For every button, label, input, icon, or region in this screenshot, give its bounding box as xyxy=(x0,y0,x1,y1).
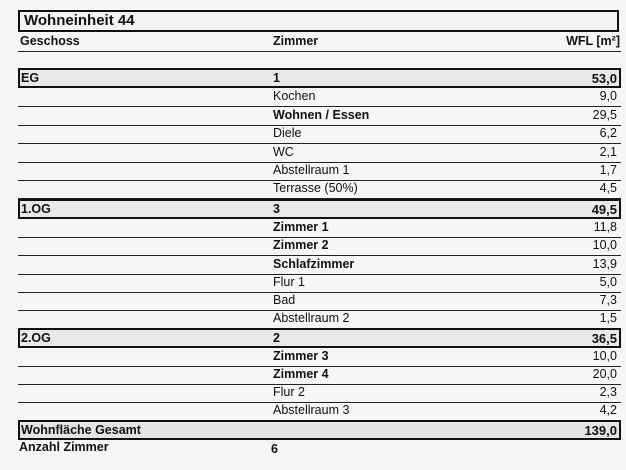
room-name: Abstellraum 1 xyxy=(273,163,350,177)
section-2og xyxy=(18,328,621,348)
room-name: Abstellraum 2 xyxy=(273,311,350,325)
room-area: 29,5 xyxy=(592,108,617,122)
table-row xyxy=(18,162,621,181)
table-row xyxy=(18,348,621,367)
total-label: Wohnfläche Gesamt xyxy=(21,423,141,437)
room-area: 10,0 xyxy=(592,349,617,363)
room-area: 9,0 xyxy=(599,89,617,103)
room-area: 10,0 xyxy=(592,238,617,252)
table-row xyxy=(18,402,621,421)
table-row xyxy=(18,256,621,275)
room-area: 13,9 xyxy=(592,257,617,271)
room-count: 1 xyxy=(273,71,280,85)
room-name: Bad xyxy=(273,293,296,307)
table-row xyxy=(18,180,621,199)
floor-area: 36,5 xyxy=(591,331,617,346)
room-name: Abstellraum 3 xyxy=(273,403,350,417)
header-wfl: WFL [m²] xyxy=(566,34,620,48)
room-area: 6,2 xyxy=(599,126,617,140)
room-name: WC xyxy=(273,145,294,159)
room-name: Kochen xyxy=(273,89,316,103)
header-geschoss: Geschoss xyxy=(20,34,80,48)
room-name: Wohnen / Essen xyxy=(273,108,370,122)
room-area: 2,1 xyxy=(599,145,617,159)
room-area: 11,8 xyxy=(593,220,617,234)
table-row xyxy=(18,144,621,163)
room-name: Zimmer 1 xyxy=(273,220,329,234)
section-eg xyxy=(18,68,621,88)
room-name: Zimmer 3 xyxy=(273,349,329,363)
room-name: Zimmer 2 xyxy=(273,238,329,252)
total-row xyxy=(18,420,621,440)
table-row xyxy=(18,384,621,403)
header-zimmer: Zimmer xyxy=(273,34,319,48)
room-count: 3 xyxy=(273,202,280,216)
room-area: 4,2 xyxy=(599,403,617,417)
unit-title: Wohneinheit 44 xyxy=(18,10,619,32)
room-name: Flur 2 xyxy=(273,385,305,399)
room-area: 1,7 xyxy=(599,163,617,177)
table-row xyxy=(18,274,621,293)
total-area: 139,0 xyxy=(584,423,617,438)
room-count-value: 6 xyxy=(271,442,278,456)
floor-label: EG xyxy=(21,71,40,85)
room-count-label: Anzahl Zimmer xyxy=(19,440,109,454)
floor-area: 53,0 xyxy=(591,71,617,86)
room-name: Diele xyxy=(273,126,302,140)
table-row xyxy=(18,88,621,107)
table-row xyxy=(18,292,621,311)
room-count: 2 xyxy=(273,331,280,345)
room-name: Schlafzimmer xyxy=(273,257,355,271)
header-divider xyxy=(18,51,621,52)
floor-label: 2.OG xyxy=(21,331,51,345)
room-area: 5,0 xyxy=(599,275,617,289)
table-row xyxy=(18,107,621,126)
room-area: 2,3 xyxy=(599,385,617,399)
room-name: Zimmer 4 xyxy=(273,367,329,381)
room-area: 20,0 xyxy=(592,367,617,381)
room-name: Flur 1 xyxy=(273,275,305,289)
room-name: Terrasse (50%) xyxy=(273,181,358,195)
section-1og xyxy=(18,199,621,219)
table-row xyxy=(18,366,621,385)
table-row xyxy=(18,310,621,329)
table-row xyxy=(18,219,621,238)
floor-label: 1.OG xyxy=(21,202,51,216)
table-row xyxy=(18,125,621,144)
floor-area: 49,5 xyxy=(591,202,617,217)
room-count-row xyxy=(18,439,621,457)
room-area: 4,5 xyxy=(599,181,617,195)
table-row xyxy=(18,237,621,256)
room-area: 7,3 xyxy=(599,293,617,307)
room-area: 1,5 xyxy=(599,311,617,325)
